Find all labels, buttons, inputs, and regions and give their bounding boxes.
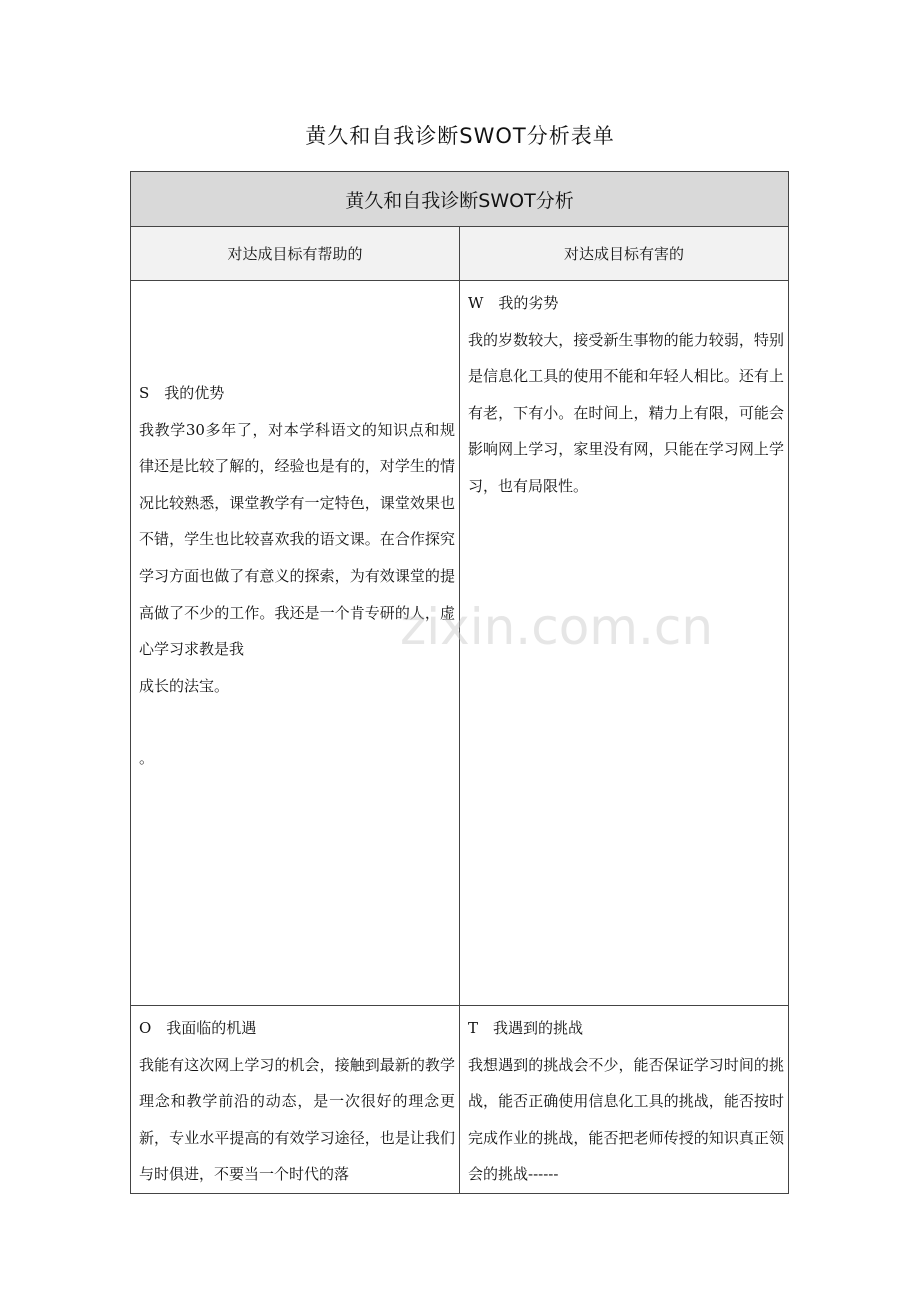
threats-text: 我想遇到的挑战会不少，能否保证学习时间的挑战，能否正确使用信息化工具的挑战，能否按时完成作业的挑战，能否把老师传授的知识真正领会的挑战------ (468, 1055, 784, 1184)
weaknesses-heading: W 我的劣势 (468, 294, 559, 312)
strengths-weaknesses-row (131, 281, 789, 1006)
column-harmful: 对达成目标有害的 (460, 227, 789, 281)
threats-cell (460, 1006, 789, 1194)
strengths-text-end: 成长的法宝。 (139, 676, 230, 695)
threats-heading: T 我遇到的挑战 (468, 1019, 584, 1037)
document-title: 黄久和自我诊断SWOT分析表单 (305, 124, 615, 148)
column-helpful: 对达成目标有帮助的 (131, 227, 460, 281)
opportunities-threats-row (131, 1006, 789, 1194)
watermark: zixin.com.cn (400, 598, 714, 656)
opportunities-cell (131, 1006, 460, 1194)
table-header: 黄久和自我诊断SWOT分析 (131, 172, 789, 227)
opportunities-heading: O 我面临的机遇 (139, 1019, 257, 1037)
weaknesses-text: 我的岁数较大，接受新生事物的能力较弱，特别是信息化工具的使用不能和年轻人相比。还有上有老，下有小。在时间上，精力上有限，可能会影响网上学习，家里没有网，只能在学习网上学习，也有局限性。 (468, 330, 784, 495)
weaknesses-cell (460, 281, 789, 1006)
strengths-note: 。 (139, 749, 155, 768)
swot-table (130, 171, 789, 1194)
strengths-text: 我教学30多年了，对本学科语文的知识点和规律还是比较了解的，经验也是有的，对学生的情况比较熟悉，课堂教学有一定特色，课堂效果也不错，学生也比较喜欢我的语文课。在合作探究学习方面也做了有意义的探索，为有效课堂的提高做了不少的工作。我还是一个肯专研的人，虚心学习求教是我 (139, 420, 455, 659)
opportunities-text: 我能有这次网上学习的机会，接触到最新的教学理念和教学前沿的动态，是一次很好的理念更新，专业水平提高的有效学习途径，也是让我们与时俱进，不要当一个时代的落 (139, 1055, 455, 1184)
strengths-heading: S 我的优势 (139, 384, 225, 402)
column-header-row (131, 227, 789, 281)
table-header-row (131, 172, 789, 227)
strengths-cell (131, 281, 460, 1006)
